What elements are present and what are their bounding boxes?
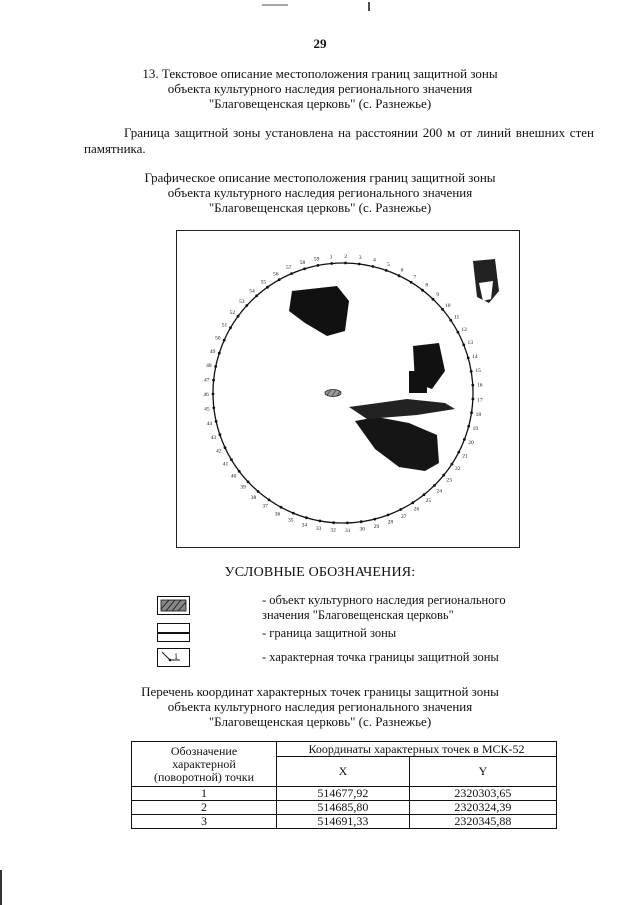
col-header-x: X bbox=[277, 757, 410, 787]
cell-point-id: 1 bbox=[132, 787, 277, 801]
boundary-point-label: 8 bbox=[425, 282, 429, 289]
graphic-heading bbox=[0, 170, 640, 215]
boundary-point-marker bbox=[280, 506, 283, 509]
boundary-point-label: 35 bbox=[287, 517, 294, 524]
legend-text-line: значения "Благовещенская церковь" bbox=[262, 608, 454, 622]
boundary-point-marker bbox=[330, 262, 333, 265]
boundary-point-marker bbox=[278, 278, 281, 281]
boundary-point-marker bbox=[255, 294, 258, 297]
boundary-point-label: 25 bbox=[425, 498, 432, 505]
boundary-point-marker bbox=[346, 522, 349, 525]
dark-area bbox=[355, 417, 439, 471]
boundary-point-marker bbox=[214, 365, 217, 368]
zone-map bbox=[176, 230, 520, 548]
graphic-heading-line: объекта культурного наследия регионального значения bbox=[167, 185, 473, 200]
section-heading-line: объекта культурного наследия регионального значения bbox=[167, 81, 473, 96]
boundary-point-marker bbox=[410, 281, 413, 284]
table-row bbox=[132, 787, 557, 801]
cell-x: 514677,92 bbox=[277, 787, 410, 801]
boundary-point-label: 41 bbox=[222, 461, 229, 468]
boundary-point-marker bbox=[224, 446, 227, 449]
boundary-point-marker bbox=[463, 438, 466, 441]
boundary-point-marker bbox=[303, 267, 306, 270]
scan-mark bbox=[368, 2, 370, 11]
boundary-point-label: 20 bbox=[468, 439, 474, 446]
boundary-point-label: 23 bbox=[446, 477, 452, 484]
col-header-point bbox=[132, 742, 277, 787]
boundary-point-marker bbox=[215, 420, 218, 423]
point-symbol-label: 1 bbox=[174, 652, 178, 661]
boundary-point-label: 38 bbox=[250, 494, 257, 501]
page-number: 29 bbox=[313, 36, 327, 51]
boundary-point-label: 18 bbox=[475, 411, 482, 418]
boundary-point-marker bbox=[457, 451, 460, 454]
section-heading-line: 13. Текстовое описание местоположения границ защитной зоны bbox=[142, 66, 498, 81]
boundary-line-sample bbox=[158, 632, 189, 634]
boundary-point-label: 13 bbox=[467, 340, 473, 347]
boundary-point-marker bbox=[268, 499, 271, 502]
table-row bbox=[132, 815, 557, 829]
header-line: (поворотной) точки bbox=[154, 769, 254, 784]
boundary-point-marker bbox=[471, 384, 474, 387]
boundary-point-marker bbox=[223, 339, 226, 342]
boundary-point-marker bbox=[360, 520, 363, 523]
boundary-point-marker bbox=[387, 514, 390, 517]
boundary-point-marker bbox=[247, 481, 250, 484]
boundary-point-label: 33 bbox=[315, 525, 322, 532]
boundary-point-marker bbox=[470, 370, 473, 373]
cell-point-id: 2 bbox=[132, 801, 277, 815]
boundary-point-label: 22 bbox=[454, 465, 461, 472]
boundary-point-marker bbox=[411, 501, 414, 504]
boundary-point-label: 10 bbox=[445, 302, 451, 309]
dark-area bbox=[349, 399, 455, 419]
boundary-point-label: 9 bbox=[436, 292, 440, 299]
boundary-point-marker bbox=[317, 264, 320, 267]
boundary-point-label: 57 bbox=[286, 265, 292, 272]
coords-heading-line: "Благовещенская церковь" (с. Разнежье) bbox=[208, 714, 432, 729]
boundary-point-marker bbox=[432, 298, 435, 301]
boundary-point-marker bbox=[305, 516, 308, 519]
boundary-point-marker bbox=[449, 319, 452, 322]
zone-description: Граница защитной зоны установлена на расстоянии 200 м от линий внешних стен памятника. bbox=[84, 125, 594, 156]
graphic-heading-line: "Благовещенская церковь" (с. Разнежье) bbox=[208, 200, 432, 215]
boundary-point-marker bbox=[257, 490, 260, 493]
scan-mark bbox=[262, 4, 288, 6]
boundary-point-marker bbox=[229, 326, 232, 329]
graphic-heading-line: Графическое описание местоположения границ защитной зоны bbox=[144, 170, 496, 185]
boundary-point-label: 36 bbox=[274, 511, 281, 518]
boundary-point-marker bbox=[230, 458, 233, 461]
boundary-point-label: 42 bbox=[215, 448, 222, 455]
boundary-point-label: 32 bbox=[330, 527, 336, 534]
cell-x: 514691,33 bbox=[277, 815, 410, 829]
boundary-point-label: 31 bbox=[344, 527, 351, 534]
boundary-point-label: 49 bbox=[209, 348, 216, 355]
header-line: характерной bbox=[172, 756, 236, 771]
legend-text-line: - объект культурного наследия регионального bbox=[262, 593, 506, 607]
boundary-point-label: 19 bbox=[472, 426, 479, 433]
dark-area bbox=[409, 371, 427, 393]
boundary-point-label: 17 bbox=[477, 397, 483, 404]
boundary-point-label: 51 bbox=[221, 322, 228, 329]
boundary-point-marker bbox=[467, 425, 470, 428]
boundary-point-label: 53 bbox=[238, 298, 245, 305]
boundary-point-marker bbox=[238, 470, 241, 473]
boundary-point-label: 52 bbox=[229, 310, 236, 317]
legend-item-monument bbox=[262, 593, 562, 623]
boundary-point-label: 1 bbox=[329, 254, 333, 261]
boundary-point-marker bbox=[472, 398, 475, 401]
boundary-point-label: 54 bbox=[249, 288, 255, 295]
boundary-point-marker bbox=[470, 411, 473, 414]
boundary-point-marker bbox=[398, 274, 401, 277]
boundary-point-marker bbox=[358, 263, 361, 266]
boundary-point-marker bbox=[290, 272, 293, 275]
boundary-point-marker bbox=[292, 512, 295, 515]
cell-y: 2320303,65 bbox=[409, 787, 556, 801]
boundary-point-label: 58 bbox=[299, 260, 306, 267]
boundary-point-marker bbox=[218, 352, 221, 355]
dark-area bbox=[289, 286, 349, 336]
boundary-point-label: 7 bbox=[413, 274, 417, 281]
boundary-point-label: 46 bbox=[203, 392, 209, 398]
boundary-point-marker bbox=[457, 331, 460, 334]
col-header-y: Y bbox=[409, 757, 556, 787]
boundary-point-label: 55 bbox=[260, 279, 267, 286]
boundary-point-marker bbox=[372, 265, 375, 268]
cell-y: 2320345,88 bbox=[409, 815, 556, 829]
legend-point-swatch bbox=[157, 648, 190, 667]
point-symbol bbox=[158, 649, 189, 666]
boundary-point-label: 24 bbox=[436, 488, 443, 495]
boundary-point-label: 16 bbox=[476, 382, 483, 389]
header-line: Обозначение bbox=[170, 743, 238, 758]
boundary-point-marker bbox=[245, 304, 248, 307]
boundary-point-marker bbox=[212, 379, 215, 382]
boundary-point-marker bbox=[441, 308, 444, 311]
boundary-point-label: 34 bbox=[301, 522, 308, 529]
boundary-point-marker bbox=[399, 508, 402, 511]
legend-boundary-swatch bbox=[157, 623, 190, 642]
boundary-point-label: 59 bbox=[313, 256, 320, 263]
boundary-point-label: 26 bbox=[413, 506, 420, 513]
boundary-point-label: 2 bbox=[344, 254, 347, 260]
coords-heading-line: Перечень координат характерных точек границы защитной зоны bbox=[141, 684, 499, 699]
legend-item-point: - характерная точка границы защитной зоны bbox=[262, 650, 499, 664]
legend-item-boundary: - граница защитной зоны bbox=[262, 626, 397, 640]
table-row bbox=[132, 801, 557, 815]
boundary-point-label: 28 bbox=[387, 519, 394, 526]
boundary-point-label: 45 bbox=[204, 406, 210, 413]
boundary-point-label: 11 bbox=[453, 314, 460, 321]
coordinates-table bbox=[131, 741, 557, 829]
cell-x: 514685,80 bbox=[277, 801, 410, 815]
hatch-pattern bbox=[158, 597, 189, 614]
boundary-point-marker bbox=[373, 518, 376, 521]
boundary-point-marker bbox=[266, 286, 269, 289]
boundary-point-label: 21 bbox=[462, 453, 468, 460]
legend-hatched-swatch bbox=[157, 596, 190, 615]
scan-mark bbox=[0, 870, 2, 905]
boundary-point-marker bbox=[332, 521, 335, 524]
boundary-point-label: 39 bbox=[240, 484, 246, 491]
col-header-coordinates: Координаты характерных точек в МСК-52 bbox=[277, 742, 557, 757]
boundary-point-label: 44 bbox=[206, 420, 213, 427]
boundary-point-label: 40 bbox=[230, 473, 237, 480]
zone-map-drawing bbox=[177, 231, 520, 548]
boundary-point-marker bbox=[433, 484, 436, 487]
boundary-point-marker bbox=[385, 269, 388, 272]
boundary-point-label: 37 bbox=[262, 503, 268, 510]
section-heading bbox=[0, 66, 640, 111]
boundary-point-label: 27 bbox=[401, 513, 407, 520]
boundary-point-label: 50 bbox=[215, 335, 221, 342]
boundary-point-label: 48 bbox=[206, 363, 212, 369]
legend-title: УСЛОВНЫЕ ОБОЗНАЧЕНИЯ: bbox=[224, 565, 416, 580]
boundary-point-marker bbox=[212, 393, 215, 396]
boundary-point-label: 14 bbox=[472, 354, 478, 360]
boundary-point-label: 5 bbox=[387, 261, 390, 268]
boundary-point-label: 6 bbox=[400, 267, 404, 274]
boundary-point-marker bbox=[237, 315, 240, 318]
boundary-point-label: 47 bbox=[203, 377, 210, 384]
cell-y: 2320324,39 bbox=[409, 801, 556, 815]
boundary-point-marker bbox=[212, 406, 215, 409]
boundary-point-label: 43 bbox=[210, 435, 217, 441]
coords-heading bbox=[0, 684, 640, 729]
boundary-point-marker bbox=[442, 474, 445, 477]
boundary-point-marker bbox=[462, 343, 465, 346]
boundary-point-marker bbox=[319, 520, 322, 523]
coords-heading-line: объекта культурного наследия регионального значения bbox=[167, 699, 473, 714]
boundary-point-label: 3 bbox=[358, 255, 362, 262]
boundary-point-marker bbox=[451, 463, 454, 466]
boundary-point-marker bbox=[467, 357, 470, 360]
boundary-point-label: 12 bbox=[461, 326, 467, 333]
boundary-point-label: 15 bbox=[475, 368, 481, 375]
boundary-point-label: 30 bbox=[359, 526, 365, 533]
boundary-point-label: 4 bbox=[373, 257, 376, 264]
boundary-point-marker bbox=[421, 289, 424, 292]
boundary-point-marker bbox=[219, 433, 222, 436]
boundary-point-label: 29 bbox=[373, 523, 380, 530]
boundary-point-marker bbox=[423, 493, 426, 496]
boundary-point-label: 56 bbox=[272, 271, 279, 278]
boundary-point-marker bbox=[344, 262, 347, 265]
section-heading-line: "Благовещенская церковь" (с. Разнежье) bbox=[208, 96, 432, 111]
cell-point-id: 3 bbox=[132, 815, 277, 829]
